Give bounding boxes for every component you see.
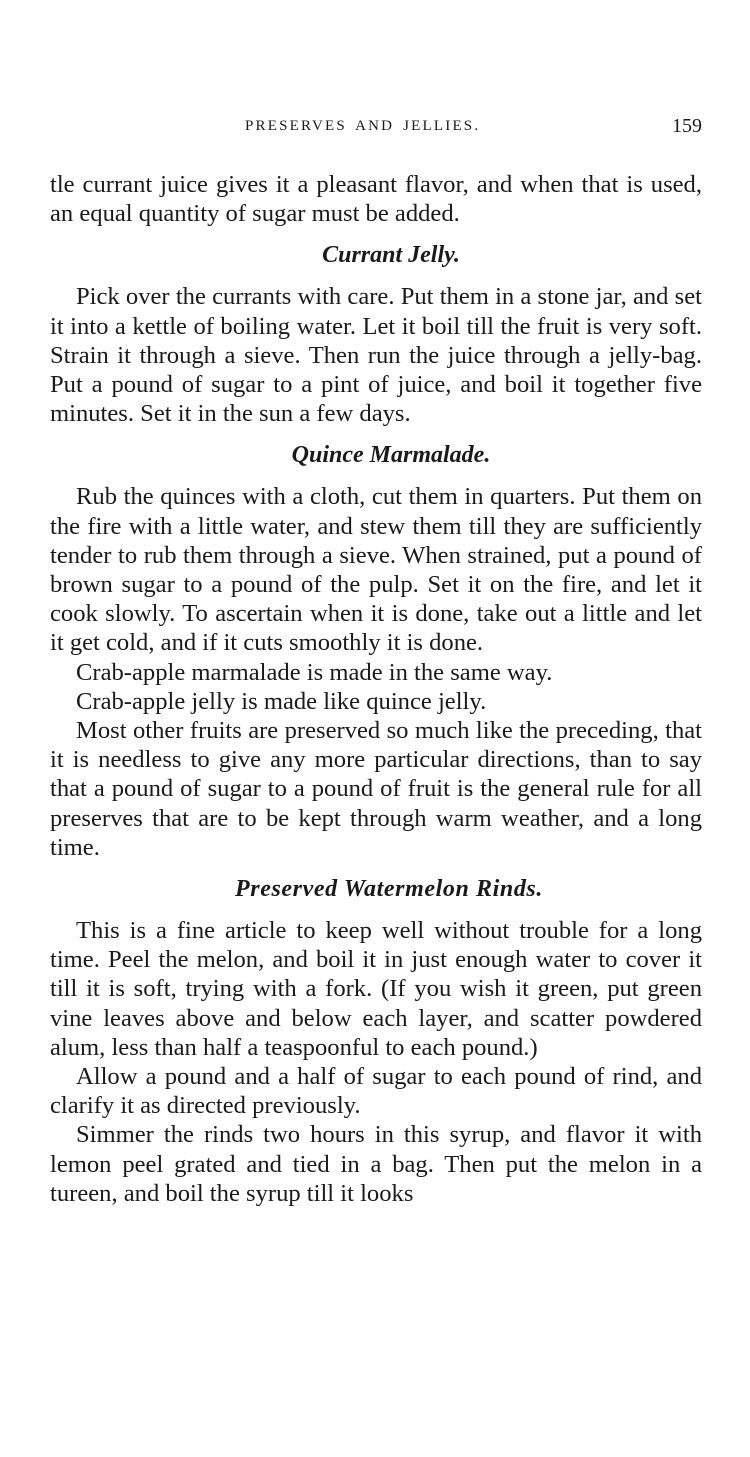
paragraph-currant-jelly: Pick over the currants with care. Put them in a stone jar, and set it into a kettle of boiling water. Let it boil till the fruit is very soft. Strain it through a sieve. Then run the juice through a jelly-bag. Put a pound of sugar to a pint of juice, and boil it together five minutes. Set it in the sun a few days.	[50, 283, 702, 428]
heading-watermelon-rinds: Preserved Watermelon Rinds.	[235, 876, 543, 903]
paragraph-watermelon-sugar: Allow a pound and a half of sugar to each pound of rind, and clarify it as directed previously.	[50, 1063, 702, 1120]
running-head	[50, 115, 702, 142]
paragraph-quince-marmalade: Rub the quinces with a cloth, cut them in quarters. Put them on the fire with a little water, and stew them till they are sufficiently tender to rub them through a sieve. When strained, put a pound of brown sugar to a pound of the pulp. Set it on the fire, and let it cook slowly. To ascertain when it is done, take out a little and let it get cold, and if it cuts smoothly it is done.	[50, 483, 702, 657]
paragraph-other-fruits: Most other fruits are preserved so much like the preceding, that it is needless to give any more particular directions, than to say that a pound of sugar to a pound of fruit is the general rule for all preserves that are to be kept through warm weather, and a long time.	[50, 717, 702, 861]
paragraph-continuation: tle currant juice gives it a pleasant flavor, and when that is used, an equal quantity of sugar must be added.	[50, 171, 702, 228]
paragraph-crab-apple-jelly: Crab-apple jelly is made like quince jelly.	[76, 687, 487, 715]
body-text	[50, 170, 702, 1208]
running-title: PRESERVES AND JELLIES.	[245, 118, 481, 134]
heading-currant-jelly: Currant Jelly.	[322, 242, 460, 269]
page-number: 159	[672, 115, 702, 137]
paragraph-watermelon-intro: This is a fine article to keep well without trouble for a long time. Peel the melon, and boil it in just enough water to cover it till it is soft, trying with a fork. (If you wish it green, put green vine leaves above and below each layer, and scatter powdered alum, less than half a teaspoonful to each pound.)	[50, 917, 702, 1061]
paragraph-watermelon-simmer: Simmer the rinds two hours in this syrup, and flavor it with lemon peel grated and tied in a bag. Then put the melon in a tureen, and boil the syrup till it looks	[50, 1121, 702, 1207]
heading-quince-marmalade: Quince Marmalade.	[291, 442, 491, 469]
paragraph-crab-apple-marmalade: Crab-apple marmalade is made in the same way.	[76, 658, 553, 686]
